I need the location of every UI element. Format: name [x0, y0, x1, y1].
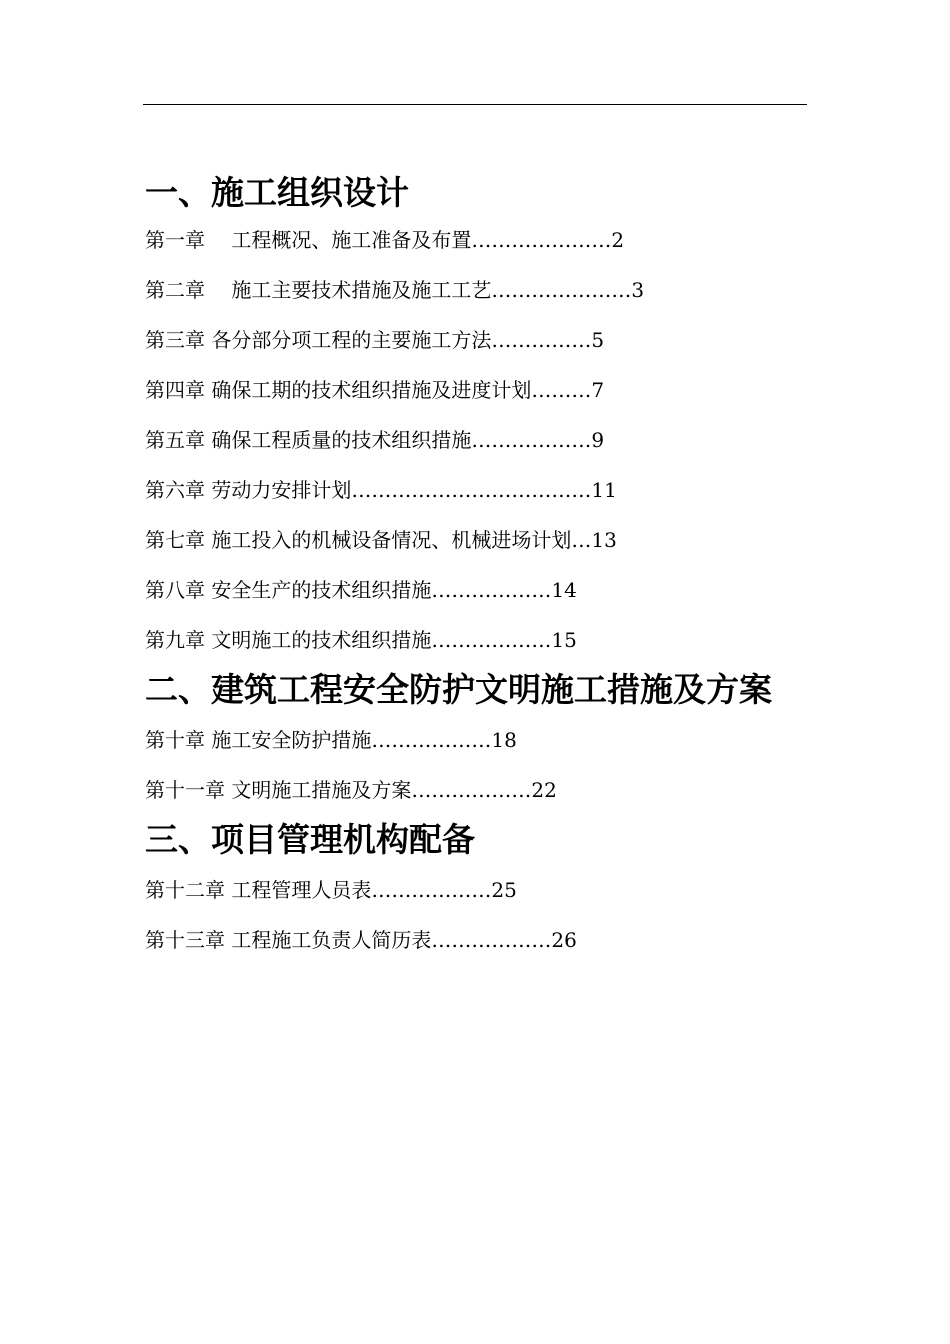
- toc-entry[interactable]: [145, 515, 825, 565]
- toc-entry[interactable]: [145, 915, 825, 965]
- toc-entry[interactable]: [145, 315, 825, 365]
- page-number: 5: [591, 328, 605, 352]
- entry-title: 工程施工负责人简历表: [231, 928, 432, 952]
- chapter-number: 第一章: [145, 228, 205, 252]
- leader-dots: ………………: [371, 878, 492, 902]
- leader-dots: ………………………………: [351, 478, 592, 502]
- entry-title: 施工主要技术措施及施工工艺: [231, 278, 492, 302]
- toc-entry[interactable]: [145, 265, 825, 315]
- leader-dots: ………………: [431, 628, 552, 652]
- chapter-number: 第三章: [145, 328, 205, 352]
- entry-title: 文明施工的技术组织措施: [211, 628, 432, 652]
- chapter-number: 第十三章: [145, 928, 225, 952]
- entry-title: 确保工期的技术组织措施及进度计划: [211, 378, 532, 402]
- entry-title: 安全生产的技术组织措施: [211, 578, 432, 602]
- toc-entry[interactable]: [145, 215, 825, 265]
- leader-dots: …: [571, 528, 592, 552]
- page-number: 15: [551, 628, 577, 652]
- toc-entry[interactable]: [145, 465, 825, 515]
- entry-title: 各分部分项工程的主要施工方法: [211, 328, 492, 352]
- leader-dots: ………………: [431, 928, 552, 952]
- chapter-number: 第五章: [145, 428, 205, 452]
- toc-entry[interactable]: [145, 565, 825, 615]
- page-number: 11: [591, 478, 617, 502]
- toc-entry[interactable]: [145, 765, 825, 815]
- leader-dots: …………………: [471, 228, 612, 252]
- toc-entry[interactable]: [145, 415, 825, 465]
- leader-dots: ………………: [411, 778, 532, 802]
- entry-gap: [205, 228, 231, 252]
- page-number: 18: [491, 728, 517, 752]
- chapter-number: 第四章: [145, 378, 205, 402]
- section-title: 一、施工组织设计: [145, 173, 409, 212]
- leader-dots: ………………: [471, 428, 592, 452]
- leader-dots: ……………: [491, 328, 592, 352]
- entry-title: 施工安全防护措施: [211, 728, 372, 752]
- page-number: 14: [551, 578, 577, 602]
- page-number: 3: [631, 278, 645, 302]
- chapter-number: 第十二章: [145, 878, 225, 902]
- entry-title: 文明施工措施及方案: [231, 778, 412, 802]
- page-number: 25: [491, 878, 517, 902]
- toc-entry[interactable]: [145, 365, 825, 415]
- entry-title: 工程概况、施工准备及布置: [231, 228, 472, 252]
- page-number: 2: [611, 228, 625, 252]
- toc-entry[interactable]: [145, 715, 825, 765]
- chapter-number: 第十一章: [145, 778, 225, 802]
- leader-dots: …………………: [491, 278, 632, 302]
- page-number: 7: [591, 378, 605, 402]
- entry-gap: [205, 278, 231, 302]
- entry-title: 施工投入的机械设备情况、机械进场计划: [211, 528, 572, 552]
- entry-title: 工程管理人员表: [231, 878, 372, 902]
- page-number: 9: [591, 428, 605, 452]
- table-of-contents: [145, 168, 825, 965]
- section-title: 三、项目管理机构配备: [145, 820, 475, 859]
- chapter-number: 第七章: [145, 528, 205, 552]
- leader-dots: ………: [531, 378, 592, 402]
- entry-title: 劳动力安排计划: [211, 478, 352, 502]
- chapter-number: 第二章: [145, 278, 205, 302]
- header-rule: [143, 104, 807, 105]
- section-title: 二、建筑工程安全防护文明施工措施及方案: [145, 670, 772, 709]
- entry-title: 确保工程质量的技术组织措施: [211, 428, 472, 452]
- page-number: 26: [551, 928, 577, 952]
- leader-dots: ………………: [431, 578, 552, 602]
- page-number: 22: [531, 778, 557, 802]
- chapter-number: 第八章: [145, 578, 205, 602]
- leader-dots: ………………: [371, 728, 492, 752]
- page-number: 13: [591, 528, 617, 552]
- toc-entry[interactable]: [145, 615, 825, 665]
- chapter-number: 第六章: [145, 478, 205, 502]
- toc-entry[interactable]: [145, 865, 825, 915]
- chapter-number: 第十章: [145, 728, 205, 752]
- chapter-number: 第九章: [145, 628, 205, 652]
